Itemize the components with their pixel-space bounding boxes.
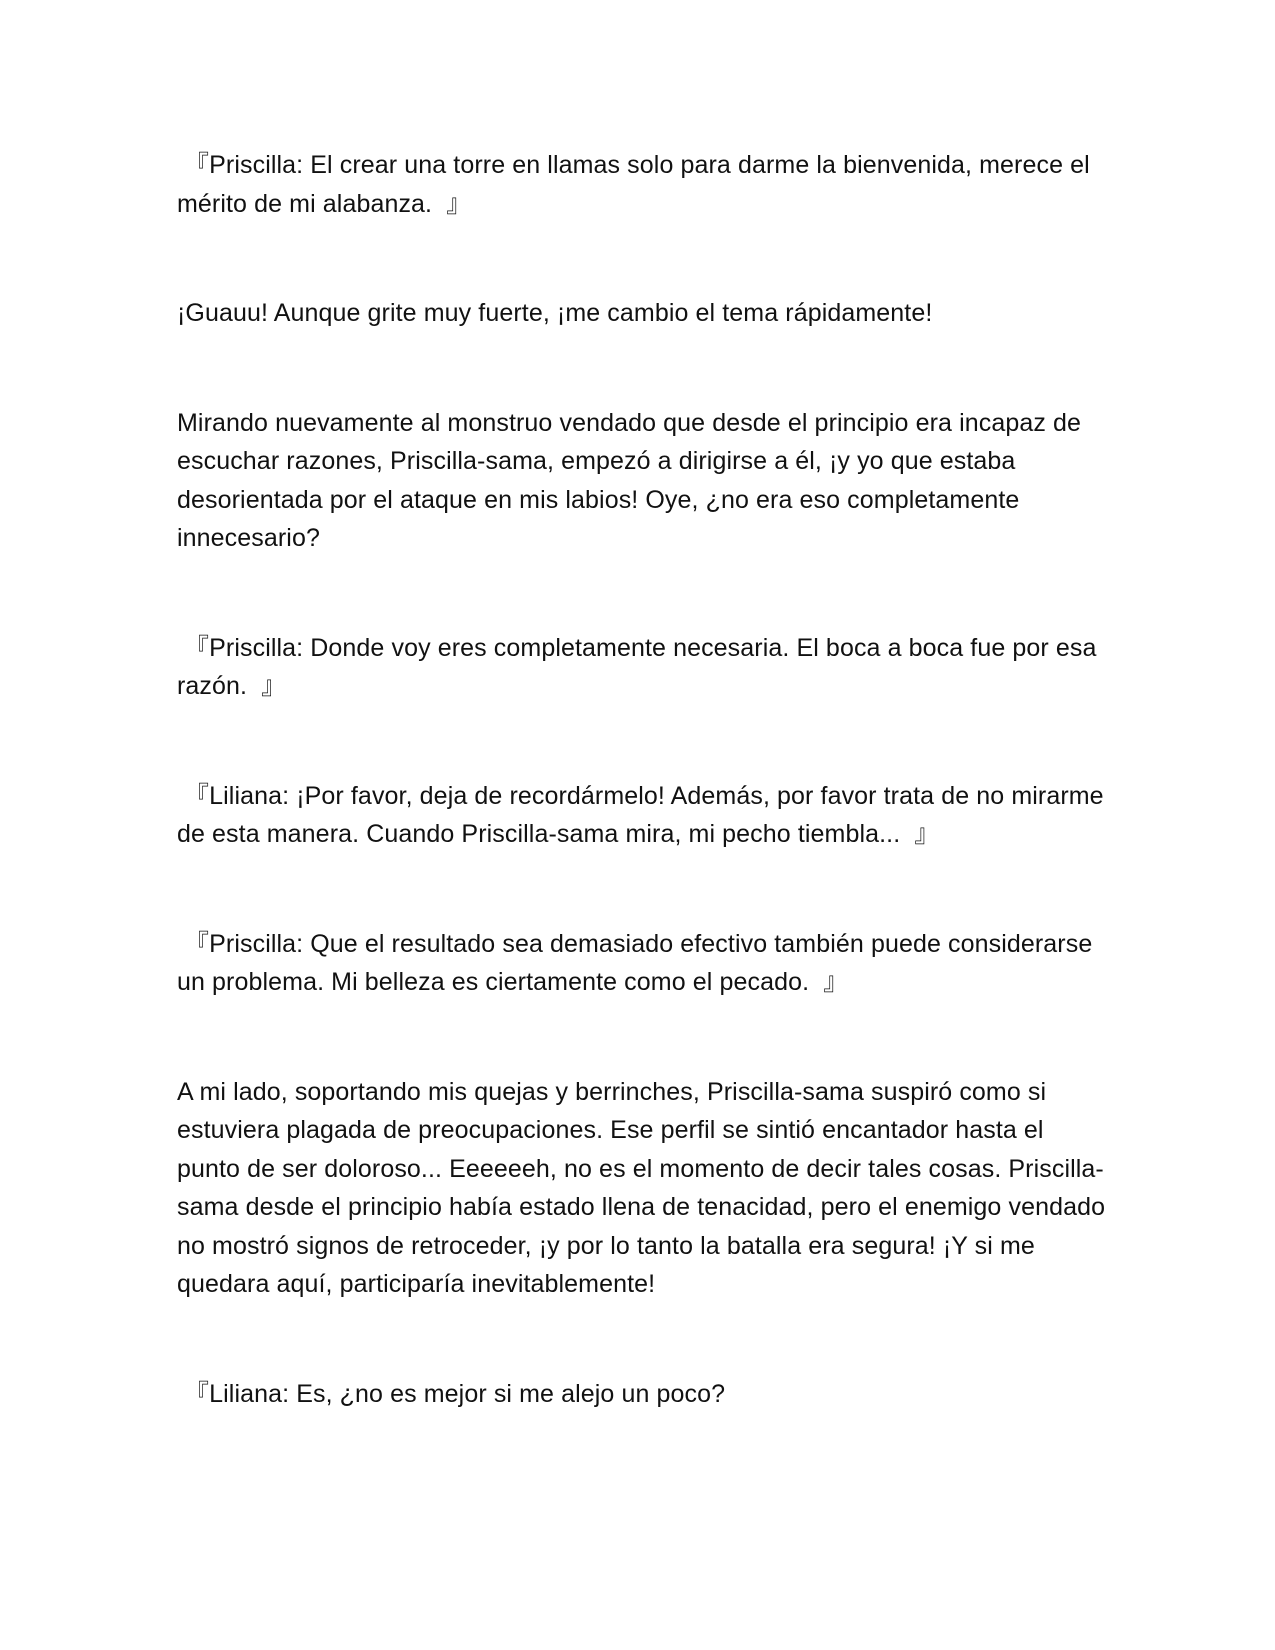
paragraph-priscilla-necessary: 『Priscilla: Donde voy eres completamente necesaria. El boca a boca fue por esa razón. 』 bbox=[177, 633, 1097, 700]
paragraph-narration-monster: Mirando nuevamente al monstruo vendado que desde el principio era incapaz de escuchar razones, Priscilla-sama, empezó a dirigirse a él, ¡y yo que estaba desorientada por el ataque en mis labios! Oye, ¿no era eso completamente innecesario? bbox=[177, 408, 1082, 552]
paragraph-narration-side: A mi lado, soportando mis quejas y berrinches, Priscilla-sama suspiró como si estuviera plagada de preocupaciones. Ese perfil se sintió encantador hasta el punto de ser doloroso... Eeeeeeh, no es el momento de decir tales cosas. Priscilla-sama desde el principio había estado llena de tenacidad, pero el enemigo vendado no mostró signos de retroceder, ¡y por lo tanto la batalla era segura! ¡Y si me quedara aquí, participaría inevitablemente! bbox=[177, 1077, 1106, 1298]
paragraph-liliana-remind: 『Liliana: ¡Por favor, deja de recordármelo! Además, por favor trata de no mirarme de esta manera. Cuando Priscilla-sama mira, mi pecho tiembla... 』 bbox=[177, 781, 1104, 848]
document-body bbox=[177, 146, 1107, 1413]
paragraph-priscilla-welcome: 『Priscilla: El crear una torre en llamas solo para darme la bienvenida, merece el mérito de mi alabanza. 』 bbox=[177, 151, 1090, 218]
paragraph-guauu: ¡Guauu! Aunque grite muy fuerte, ¡me cambio el tema rápidamente! bbox=[177, 299, 933, 327]
paragraph-priscilla-beauty: 『Priscilla: Que el resultado sea demasiado efectivo también puede considerarse un problema. Mi belleza es ciertamente como el pecado. 』 bbox=[177, 929, 1093, 996]
paragraph-liliana-away: 『Liliana: Es, ¿no es mejor si me alejo un poco? bbox=[177, 1379, 726, 1408]
